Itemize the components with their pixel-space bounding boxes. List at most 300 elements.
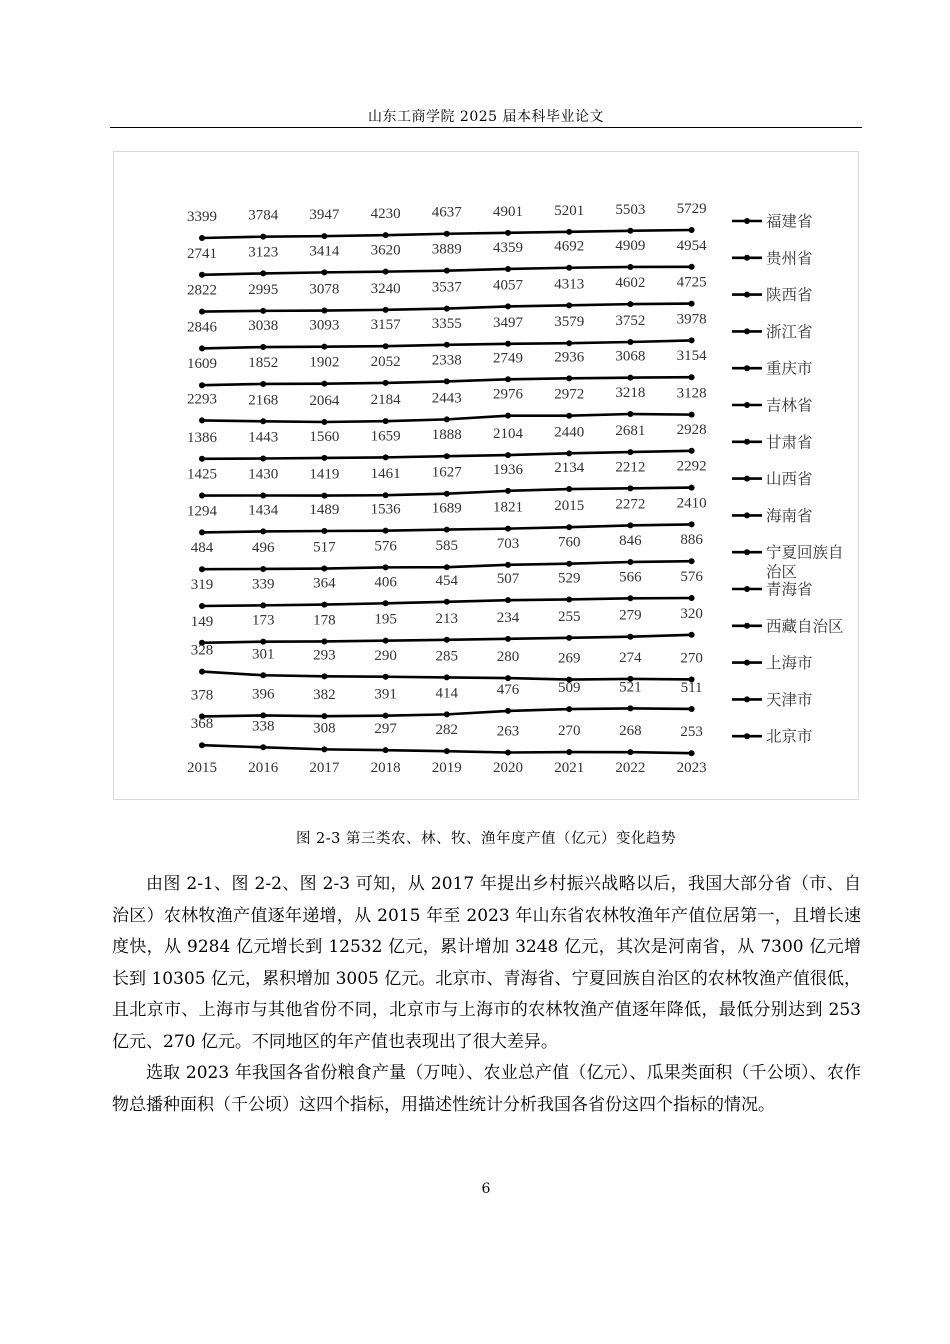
data-point xyxy=(505,597,511,603)
data-label: 178 xyxy=(313,612,336,629)
data-point xyxy=(689,301,695,307)
data-label: 760 xyxy=(557,534,581,551)
data-point xyxy=(260,456,266,462)
data-point xyxy=(383,454,389,460)
data-label: 1419 xyxy=(309,466,340,483)
data-point xyxy=(505,675,511,681)
data-point xyxy=(627,301,633,307)
data-label: 3093 xyxy=(309,317,340,334)
data-label: 3068 xyxy=(615,348,646,365)
data-point xyxy=(505,636,511,642)
data-label: 391 xyxy=(374,686,397,703)
data-point xyxy=(321,602,327,608)
data-point xyxy=(689,264,695,270)
data-label: 476 xyxy=(496,681,520,698)
page-header: 山东工商学院 2025 届本科毕业论文 xyxy=(367,109,605,125)
data-label: 1430 xyxy=(248,466,279,483)
data-label: 234 xyxy=(496,609,520,626)
data-point xyxy=(260,639,266,645)
data-point xyxy=(383,343,389,349)
legend-marker xyxy=(744,439,750,445)
data-label: 2293 xyxy=(187,391,217,408)
data-point xyxy=(321,638,327,644)
data-label: 320 xyxy=(680,605,703,622)
data-point xyxy=(627,449,633,455)
data-point xyxy=(383,747,389,753)
data-label: 2134 xyxy=(554,460,585,477)
data-point xyxy=(689,706,695,712)
data-point xyxy=(383,492,389,498)
legend-label: 上海市 xyxy=(766,655,813,673)
data-point xyxy=(566,561,572,567)
data-point xyxy=(321,528,327,534)
data-label: 382 xyxy=(313,687,336,704)
data-label: 263 xyxy=(496,723,520,740)
data-label: 3355 xyxy=(431,315,462,332)
data-label: 4057 xyxy=(493,277,523,294)
x-tick-label: 2023 xyxy=(676,760,707,776)
data-label: 4692 xyxy=(554,238,585,255)
data-point xyxy=(444,268,450,274)
data-label: 2440 xyxy=(554,424,585,441)
data-point xyxy=(444,342,450,348)
legend-marker xyxy=(744,328,750,334)
data-label: 3157 xyxy=(370,317,401,334)
data-label: 2272 xyxy=(615,496,646,513)
data-point xyxy=(505,376,511,382)
data-label: 2822 xyxy=(187,282,217,299)
legend-marker xyxy=(744,696,750,702)
data-label: 4901 xyxy=(493,203,523,220)
data-label: 378 xyxy=(190,687,214,704)
data-label: 3537 xyxy=(431,279,462,296)
data-point xyxy=(444,564,450,570)
data-label: 1689 xyxy=(431,500,462,517)
data-label: 3947 xyxy=(309,207,340,224)
data-point xyxy=(321,419,327,425)
data-point xyxy=(444,416,450,422)
data-label: 339 xyxy=(251,576,275,593)
data-label: 1852 xyxy=(248,354,279,371)
data-label: 496 xyxy=(251,539,275,556)
legend-label: 福建省 xyxy=(766,213,813,231)
line-chart xyxy=(114,152,860,801)
data-point xyxy=(199,272,205,278)
data-point xyxy=(505,341,511,347)
data-point xyxy=(444,599,450,605)
data-label: 2410 xyxy=(676,495,707,512)
data-point xyxy=(566,340,572,346)
x-tick-label: 2019 xyxy=(431,760,462,776)
legend-marker xyxy=(744,586,750,592)
data-point xyxy=(444,527,450,533)
data-point xyxy=(444,674,450,680)
legend-label: 海南省 xyxy=(766,507,813,525)
x-tick-label: 2017 xyxy=(309,760,340,776)
figure-caption: 图 2-3 第三类农、林、牧、渔年度产值（亿元）变化趋势 xyxy=(295,831,677,847)
data-label: 2741 xyxy=(187,245,217,262)
legend-label: 北京市 xyxy=(766,728,813,746)
data-label: 2212 xyxy=(615,459,646,476)
data-point xyxy=(689,337,695,343)
paragraph-1: 由图 2-1、图 2-2、图 2-3 可知，从 2017 年提出乡村振兴战略以后，我国大部分省（市、自治区）农林牧渔产值逐年递增，从 2015 年至 2023 年山东省农林牧渔年产值位居第一，且增长速度快，从 9284 亿元增长到 12532 亿元，累计增加 3248 亿元，其次是河南省，从 7300 亿元增长到 10305 亿元，累积增加 3005 亿元。北京市、青海省、宁夏回族自治区的农林牧渔产值很低，且北京市、上海市与其他省份不同，北京市与上海市的农林牧渔产值逐年降低，最低分别达到 253 亿元、270 亿元。不同地区的年产值也表现出了很大差异。 xyxy=(112,874,861,1052)
data-label: 4637 xyxy=(431,204,462,221)
data-label: 886 xyxy=(680,532,703,549)
data-point xyxy=(627,749,633,755)
data-point xyxy=(321,566,327,572)
data-label: 703 xyxy=(496,535,520,552)
data-point xyxy=(383,380,389,386)
data-label: 1902 xyxy=(309,354,340,371)
data-point xyxy=(199,566,205,572)
legend-label: 贵州省 xyxy=(766,250,813,268)
data-label: 2995 xyxy=(248,281,279,298)
data-label: 2976 xyxy=(493,386,523,403)
data-label: 414 xyxy=(435,685,459,702)
data-point xyxy=(627,411,633,417)
legend-marker xyxy=(744,512,750,518)
data-label: 4909 xyxy=(615,237,646,254)
data-label: 2015 xyxy=(554,498,585,515)
data-label: 585 xyxy=(435,538,459,555)
data-label: 285 xyxy=(435,648,459,665)
data-label: 2168 xyxy=(248,392,279,409)
data-point xyxy=(383,528,389,534)
legend-marker xyxy=(744,549,750,555)
data-label: 529 xyxy=(557,570,581,587)
data-point xyxy=(566,265,572,271)
x-tick-label: 2021 xyxy=(554,760,585,776)
data-point xyxy=(444,306,450,312)
data-label: 290 xyxy=(374,647,397,664)
data-point xyxy=(505,266,511,272)
data-point xyxy=(444,491,450,497)
data-label: 2292 xyxy=(676,458,707,475)
data-label: 2928 xyxy=(676,421,707,438)
data-point xyxy=(444,711,450,717)
data-label: 3752 xyxy=(615,312,646,329)
data-point xyxy=(383,638,389,644)
data-point xyxy=(566,635,572,641)
data-point xyxy=(199,417,205,423)
data-point xyxy=(627,228,633,234)
data-label: 328 xyxy=(190,642,214,659)
data-label: 3218 xyxy=(615,385,646,401)
data-label: 319 xyxy=(190,577,214,593)
data-point xyxy=(260,308,266,314)
data-point xyxy=(260,418,266,424)
legend-label: 青海省 xyxy=(766,581,813,599)
data-point xyxy=(383,418,389,424)
data-label: 364 xyxy=(313,575,336,592)
data-label: 3038 xyxy=(248,318,279,335)
data-label: 1443 xyxy=(248,429,279,446)
data-point xyxy=(689,750,695,756)
data-point xyxy=(199,493,205,499)
data-point xyxy=(199,345,205,351)
x-tick-label: 2015 xyxy=(187,760,217,776)
data-label: 4359 xyxy=(493,239,523,256)
chart-frame xyxy=(113,151,859,800)
legend-marker xyxy=(744,365,750,371)
data-point xyxy=(321,381,327,387)
data-point xyxy=(627,705,633,711)
data-point xyxy=(199,456,205,462)
data-point xyxy=(444,453,450,459)
data-point xyxy=(627,595,633,601)
data-label: 4313 xyxy=(554,276,585,293)
data-label: 1888 xyxy=(431,427,462,444)
data-label: 274 xyxy=(619,649,642,666)
data-point xyxy=(566,229,572,235)
data-point xyxy=(689,412,695,418)
data-label: 576 xyxy=(680,569,703,585)
data-label: 2443 xyxy=(431,390,462,407)
legend-label: 西藏自治区 xyxy=(766,618,844,636)
data-label: 406 xyxy=(374,574,397,591)
data-label: 517 xyxy=(313,539,336,556)
legend-label: 天津市 xyxy=(766,691,813,709)
legend-marker xyxy=(744,476,750,482)
data-label: 1536 xyxy=(370,501,401,518)
data-point xyxy=(505,488,511,494)
data-point xyxy=(627,559,633,565)
data-label: 213 xyxy=(435,610,459,627)
legend-marker xyxy=(744,255,750,261)
data-label: 1936 xyxy=(493,461,523,478)
legend-label: 吉林省 xyxy=(766,397,813,415)
data-label: 521 xyxy=(619,679,642,696)
data-point xyxy=(321,233,327,239)
data-label: 279 xyxy=(619,607,642,624)
data-label: 308 xyxy=(313,720,336,737)
data-label: 1461 xyxy=(370,466,401,483)
data-point xyxy=(199,235,205,241)
data-point xyxy=(689,448,695,454)
data-label: 297 xyxy=(374,721,397,738)
legend-marker xyxy=(744,623,750,629)
data-label: 2064 xyxy=(309,393,340,409)
data-label: 270 xyxy=(557,723,581,740)
data-point xyxy=(627,375,633,381)
x-tick-label: 2020 xyxy=(493,760,523,776)
data-label: 4725 xyxy=(676,274,707,291)
data-label: 4954 xyxy=(676,237,707,254)
data-point xyxy=(505,562,511,568)
data-point xyxy=(321,493,327,499)
data-label: 1294 xyxy=(187,503,217,520)
data-label: 3399 xyxy=(187,209,217,225)
data-label: 1627 xyxy=(431,464,462,481)
legend-label: 浙江省 xyxy=(766,323,813,341)
legend-marker xyxy=(744,218,750,224)
data-point xyxy=(566,450,572,456)
data-point xyxy=(627,339,633,345)
data-label: 3889 xyxy=(431,241,462,258)
data-label: 4602 xyxy=(615,275,646,292)
x-tick-label: 2022 xyxy=(615,760,646,776)
data-label: 1489 xyxy=(309,502,340,519)
data-point xyxy=(383,600,389,606)
data-label: 3579 xyxy=(554,314,585,331)
data-point xyxy=(689,595,695,601)
data-point xyxy=(321,713,327,719)
data-point xyxy=(260,602,266,608)
data-point xyxy=(444,378,450,384)
data-label: 173 xyxy=(251,612,275,629)
data-label: 253 xyxy=(680,724,703,741)
data-label: 566 xyxy=(619,569,642,586)
data-label: 3123 xyxy=(248,244,279,261)
data-label: 846 xyxy=(619,532,642,549)
data-point xyxy=(199,529,205,535)
data-point xyxy=(444,231,450,237)
data-label: 2184 xyxy=(370,392,401,409)
data-point xyxy=(260,344,266,350)
data-point xyxy=(383,307,389,313)
legend-label: 山西省 xyxy=(766,471,813,489)
data-point xyxy=(260,270,266,276)
data-label: 5503 xyxy=(615,201,646,218)
data-point xyxy=(505,750,511,756)
data-label: 3620 xyxy=(370,242,401,259)
data-label: 5729 xyxy=(676,201,707,217)
data-label: 1609 xyxy=(187,356,217,373)
data-label: 509 xyxy=(557,680,581,697)
legend-marker xyxy=(744,660,750,666)
legend-label: 陕西省 xyxy=(766,287,813,305)
data-label: 3784 xyxy=(248,207,279,224)
data-point xyxy=(321,269,327,275)
data-point xyxy=(505,303,511,309)
data-point xyxy=(689,374,695,380)
legend-marker xyxy=(744,402,750,408)
data-point xyxy=(260,528,266,534)
legend-label: 宁夏回族自 xyxy=(766,544,844,562)
data-point xyxy=(566,596,572,602)
data-point xyxy=(321,455,327,461)
data-point xyxy=(383,674,389,680)
data-point xyxy=(689,558,695,564)
data-label: 282 xyxy=(435,722,459,739)
data-point xyxy=(505,708,511,714)
legend-marker xyxy=(744,292,750,298)
paragraph-2: 选取 2023 年我国各省份粮食产量（万吨）、农业总产值（亿元）、瓜果类面积（千公顷）、农作物总播种面积（千公顷）这四个指标，用描述性统计分析我国各省份这四个指标的情况。 xyxy=(112,1063,861,1115)
data-point xyxy=(505,413,511,419)
data-label: 2846 xyxy=(187,319,217,336)
legend-label: 治区 xyxy=(766,564,798,582)
data-label: 280 xyxy=(496,649,520,666)
data-point xyxy=(566,706,572,712)
data-point xyxy=(689,632,695,638)
data-point xyxy=(383,713,389,719)
data-label: 149 xyxy=(190,613,214,630)
data-point xyxy=(627,485,633,491)
data-label: 2338 xyxy=(431,352,462,369)
header-rule xyxy=(110,127,862,128)
data-label: 511 xyxy=(680,679,703,696)
data-point xyxy=(689,485,695,491)
data-label: 268 xyxy=(619,723,642,740)
data-label: 1386 xyxy=(187,429,217,446)
data-label: 1560 xyxy=(309,428,340,445)
legend-label: 甘肃省 xyxy=(766,434,813,452)
data-label: 3497 xyxy=(493,314,523,331)
data-point xyxy=(199,382,205,388)
data-label: 576 xyxy=(374,538,397,555)
data-label: 2936 xyxy=(554,349,585,366)
data-point xyxy=(199,742,205,748)
data-point xyxy=(566,486,572,492)
data-label: 507 xyxy=(496,571,520,588)
data-label: 255 xyxy=(557,608,581,625)
data-label: 3154 xyxy=(676,348,707,365)
data-point xyxy=(199,603,205,609)
data-label: 293 xyxy=(313,647,336,664)
data-label: 2104 xyxy=(493,426,523,443)
data-label: 338 xyxy=(251,718,275,735)
data-point xyxy=(199,669,205,675)
data-point xyxy=(260,566,266,572)
x-tick-label: 2016 xyxy=(248,760,279,776)
data-point xyxy=(260,744,266,750)
data-point xyxy=(627,522,633,528)
data-label: 195 xyxy=(374,611,397,628)
data-point xyxy=(321,673,327,679)
data-label: 3078 xyxy=(309,281,340,298)
data-point xyxy=(566,302,572,308)
data-point xyxy=(199,309,205,315)
data-label: 269 xyxy=(557,650,581,667)
legend-label: 重庆市 xyxy=(766,360,813,378)
data-point xyxy=(566,375,572,381)
data-point xyxy=(321,344,327,350)
data-point xyxy=(566,413,572,419)
data-point xyxy=(627,264,633,270)
data-point xyxy=(260,381,266,387)
data-point xyxy=(260,492,266,498)
data-label: 3240 xyxy=(370,280,401,297)
data-label: 4230 xyxy=(370,206,401,223)
data-label: 2972 xyxy=(554,386,585,403)
body-text xyxy=(112,869,861,1121)
data-point xyxy=(444,637,450,643)
data-point xyxy=(505,526,511,532)
x-tick-label: 2018 xyxy=(370,760,401,776)
data-label: 270 xyxy=(680,650,703,667)
data-label: 5201 xyxy=(554,202,585,219)
data-label: 396 xyxy=(251,686,275,703)
data-label: 1434 xyxy=(248,502,279,519)
data-point xyxy=(566,524,572,530)
data-point xyxy=(689,227,695,233)
data-point xyxy=(383,269,389,275)
data-point xyxy=(321,308,327,314)
data-label: 1425 xyxy=(187,466,217,483)
data-point xyxy=(260,672,266,678)
data-label: 454 xyxy=(435,572,459,589)
data-point xyxy=(260,234,266,240)
data-label: 2052 xyxy=(370,353,401,370)
data-label: 368 xyxy=(190,716,214,733)
data-label: 3978 xyxy=(676,311,707,328)
data-label: 484 xyxy=(190,540,214,557)
legend-marker xyxy=(744,733,750,739)
data-point xyxy=(321,746,327,752)
data-label: 1821 xyxy=(493,499,523,516)
data-point xyxy=(444,748,450,754)
data-point xyxy=(383,232,389,238)
